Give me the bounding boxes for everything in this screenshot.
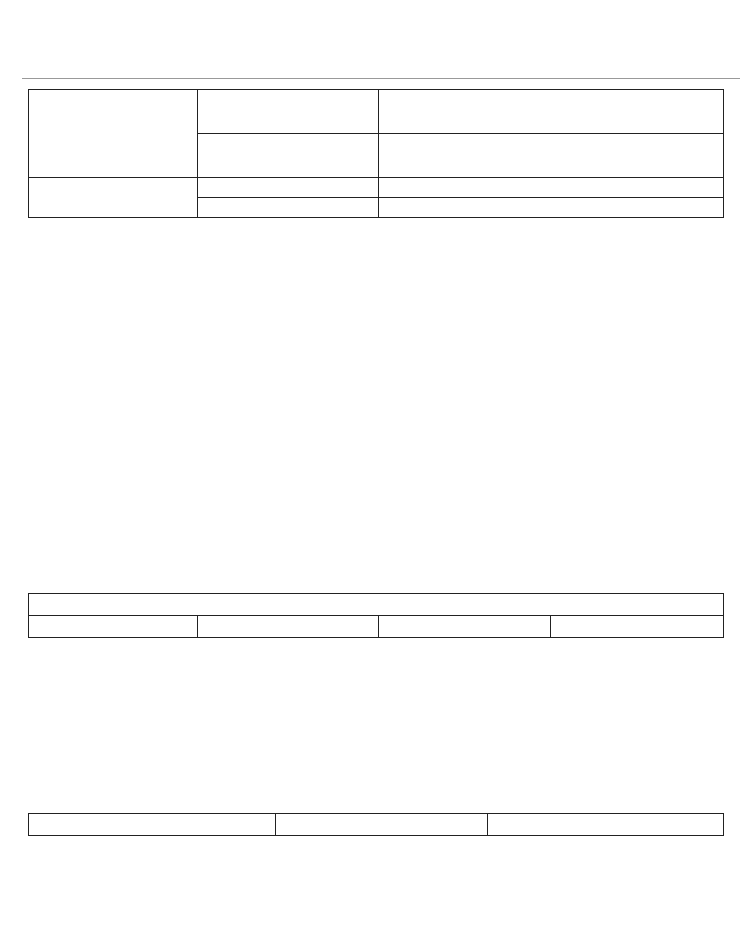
column-header xyxy=(29,616,198,638)
pump-spec-table xyxy=(28,813,724,836)
design-fuel-oil-label xyxy=(198,134,379,178)
control-section-title xyxy=(276,814,488,836)
column-header xyxy=(198,616,379,638)
circulation-pump-section-title xyxy=(488,814,724,836)
design-fuel-gas-label xyxy=(198,90,379,134)
fuel-consumption-gas-value xyxy=(379,178,724,198)
column-header xyxy=(379,616,551,638)
fuel-consumption-oil-value xyxy=(379,198,724,218)
main-spec-table xyxy=(28,89,724,218)
burner-section-title xyxy=(29,594,724,616)
fuel-consumption-gas-label xyxy=(198,178,379,198)
fuel-consumption-label xyxy=(29,178,198,218)
design-fuel-oil-value xyxy=(379,134,724,178)
more-dots-icon xyxy=(707,40,741,48)
design-fuel-gas-value xyxy=(379,90,724,134)
dot-icon xyxy=(733,40,741,48)
fuel-consumption-oil-label xyxy=(198,198,379,218)
title-divider xyxy=(22,78,740,79)
dot-icon xyxy=(720,40,728,48)
design-fuel-label xyxy=(29,90,198,178)
dot-icon xyxy=(707,40,715,48)
feed-pump-section-title xyxy=(29,814,276,836)
burner-spec-table xyxy=(28,593,724,638)
column-header xyxy=(551,616,724,638)
